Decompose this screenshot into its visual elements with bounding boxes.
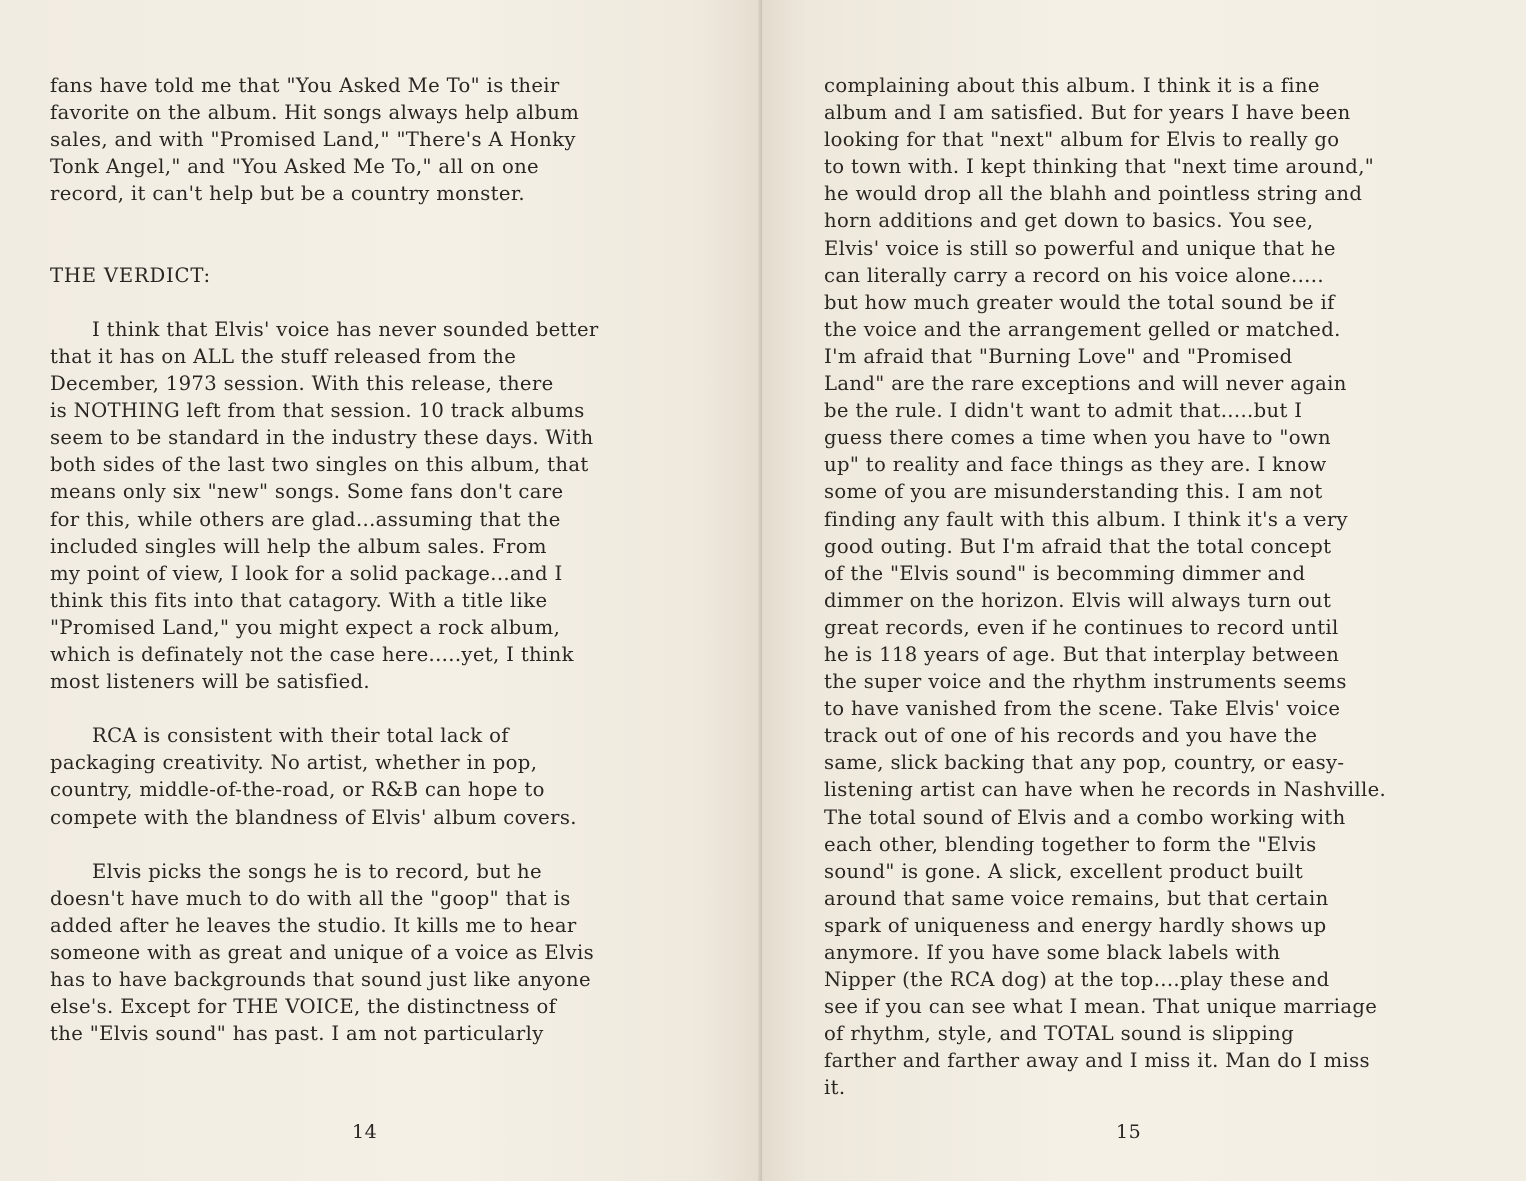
text-line: great records, even if he continues to record until [824, 615, 1339, 639]
left-page [0, 0, 762, 1181]
text-line: favorite on the album. Hit songs always help album [50, 101, 580, 125]
text-line: compete with the blandness of Elvis' album covers. [50, 805, 577, 829]
text-line: RCA is consistent with their total lack of [92, 724, 509, 748]
text-line: I think that Elvis' voice has never sounded better [92, 317, 599, 341]
text-line: which is definately not the case here.....yet, I think [50, 642, 574, 666]
text-line: sound" is gone. A slick, excellent product built [824, 859, 1304, 883]
text-line: but how much greater would the total sound be if [824, 290, 1335, 314]
text-line: The total sound of Elvis and a combo working with [824, 805, 1346, 829]
left-page-text [50, 72, 730, 1047]
page-number: 15 [1116, 1121, 1142, 1143]
text-line: "Promised Land," you might expect a rock album, [50, 615, 561, 639]
text-line: else's. Except for THE VOICE, the distinctness of [50, 995, 557, 1019]
text-line: Nipper (the RCA dog) at the top....play these and [824, 968, 1330, 992]
text-line: record, it can't help but be a country monster. [50, 182, 525, 206]
text-line: see if you can see what I mean. That unique marriage [824, 995, 1378, 1019]
text-line: has to have backgrounds that sound just like anyone [50, 968, 591, 992]
text-line: doesn't have much to do with all the "goop" that is [50, 886, 571, 910]
text-line: guess there comes a time when you have to "own [824, 426, 1331, 450]
text-line: track out of one of his records and you have the [824, 724, 1318, 748]
text-line: finding any fault with this album. I think it's a very [824, 507, 1348, 531]
text-line: of the "Elvis sound" is becomming dimmer and [824, 561, 1306, 585]
text-line: is NOTHING left from that session. 10 track albums [50, 399, 585, 423]
text-line: fans have told me that "You Asked Me To" is their [50, 74, 560, 97]
text-line: dimmer on the horizon. Elvis will always turn out [824, 588, 1332, 612]
text-line: country, middle-of-the-road, or R&B can hope to [50, 778, 545, 802]
text-line: seem to be standard in the industry these days. With [50, 426, 594, 450]
text-line: complaining about this album. I think it is a fine [824, 74, 1320, 97]
text-line: he is 118 years of age. But that interplay between [824, 642, 1340, 666]
text-line: think this fits into that catagory. With a title like [50, 588, 548, 612]
text-line: Elvis' voice is still so powerful and unique that he [824, 236, 1336, 260]
text-line: the "Elvis sound" has past. I am not particularly [50, 1022, 544, 1046]
text-line: the super voice and the rhythm instruments seems [824, 670, 1347, 694]
text-line: to town with. I kept thinking that "next time around," [824, 155, 1375, 179]
text-line: sales, and with "Promised Land," "There's A Honky [50, 128, 576, 152]
text-line: most listeners will be satisfied. [50, 670, 370, 694]
text-line: Tonk Angel," and "You Asked Me To," all on one [50, 155, 540, 179]
text-line: of rhythm, style, and TOTAL sound is slipping [824, 1022, 1295, 1046]
text-line: for this, while others are glad...assuming that the [50, 507, 561, 531]
text-line: some of you are misunderstanding this. I am not [824, 480, 1323, 504]
text-line: same, slick backing that any pop, country, or easy- [824, 751, 1345, 775]
text-line: listening artist can have when he records in Nashville. [824, 778, 1387, 802]
text-line: Elvis picks the songs he is to record, but he [92, 859, 542, 883]
text-line: around that same voice remains, but that certain [824, 886, 1329, 910]
text-line: included singles will help the album sales. From [50, 534, 547, 558]
text-line: someone with as great and unique of a voice as Elvis [50, 941, 595, 964]
text-line: December, 1973 session. With this release, there [50, 372, 554, 396]
text-line: up" to reality and face things as they are. I know [824, 453, 1327, 477]
text-line: horn additions and get down to basics. You see, [824, 209, 1314, 233]
text-line: farther and farther away and I miss it. Man do I miss [824, 1049, 1370, 1073]
text-line: each other, blending together to form the "Elvis [824, 832, 1317, 856]
text-line: spark of uniqueness and energy hardly shows up [824, 913, 1327, 937]
text-line: can literally carry a record on his voice alone..... [824, 263, 1324, 287]
section-heading: THE VERDICT: [50, 263, 211, 287]
text-line: good outing. But I'm afraid that the total concept [824, 534, 1332, 558]
text-line: I'm afraid that "Burning Love" and "Promised [824, 344, 1293, 368]
text-line: it. [824, 1076, 846, 1100]
text-line: Land" are the rare exceptions and will never again [824, 372, 1347, 396]
text-line: to have vanished from the scene. Take Elvis' voice [824, 697, 1341, 721]
text-line: my point of view, I look for a solid package...and I [50, 561, 563, 585]
text-line: the voice and the arrangement gelled or matched. [824, 317, 1341, 341]
text-line: album and I am satisfied. But for years I have been [824, 101, 1351, 125]
text-line: means only six "new" songs. Some fans don't care [50, 480, 564, 504]
text-line: be the rule. I didn't want to admit that.....but I [824, 399, 1303, 423]
text-line: added after he leaves the studio. It kills me to hear [50, 913, 577, 937]
text-line: that it has on ALL the stuff released from the [50, 344, 517, 368]
text-line: looking for that "next" album for Elvis to really go [824, 128, 1340, 152]
right-page-text [824, 72, 1504, 1102]
page-number: 14 [352, 1121, 378, 1143]
text-line: anymore. If you have some black labels with [824, 941, 1281, 964]
text-line: packaging creativity. No artist, whether in pop, [50, 751, 538, 775]
text-line: he would drop all the blahh and pointless string and [824, 182, 1363, 206]
text-line: both sides of the last two singles on this album, that [50, 453, 589, 477]
